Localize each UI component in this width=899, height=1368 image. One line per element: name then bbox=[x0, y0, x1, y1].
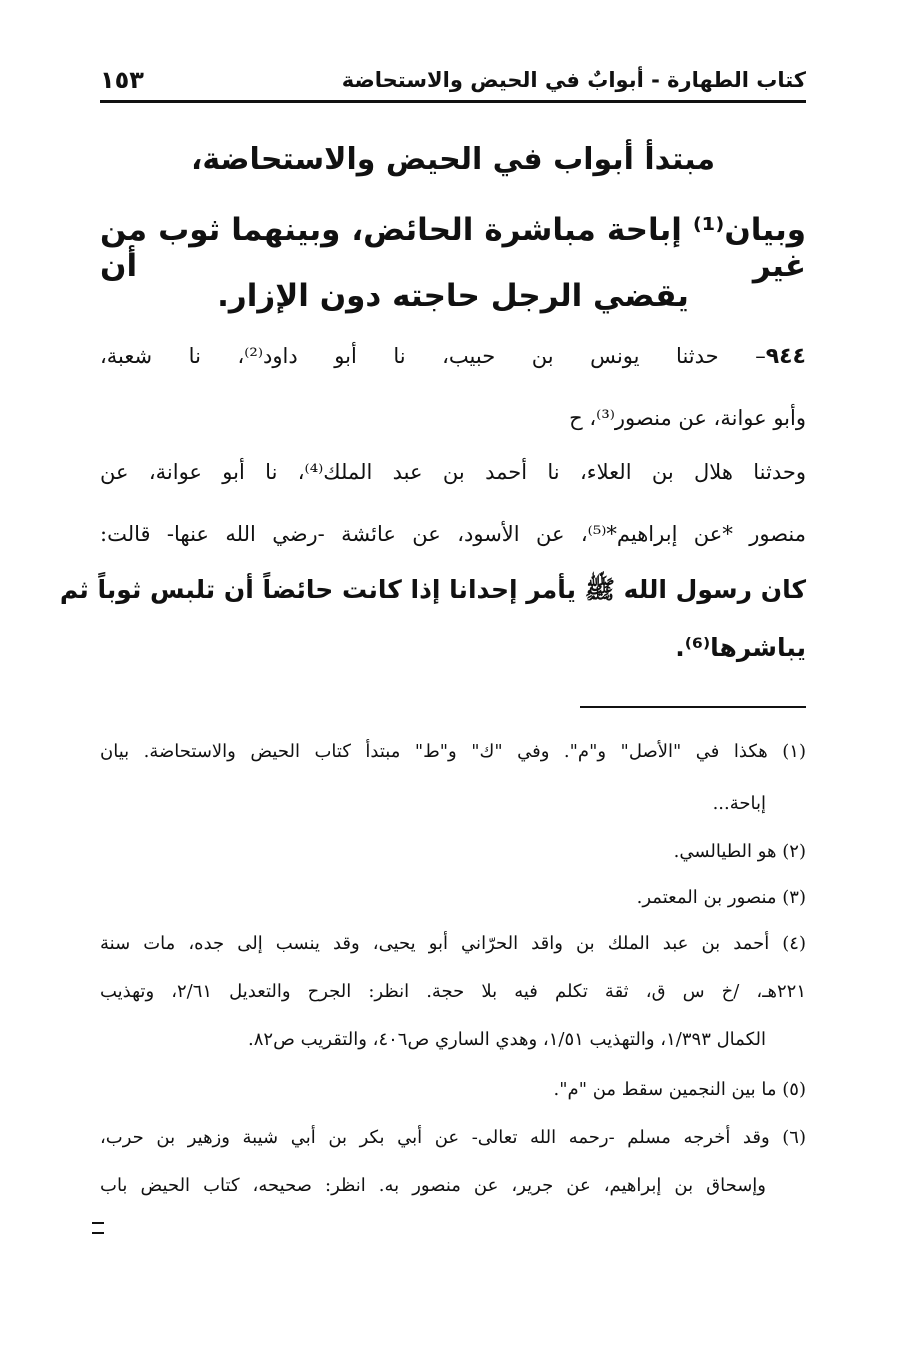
hadith-isnad-line-4: منصور *عن إبراهيم*⁽⁵⁾، عن الأسود، عن عائشة -رضي الله عنها- قالت: bbox=[100, 522, 806, 546]
hadith-isnad-line-1 bbox=[100, 340, 806, 373]
footnote-4-line-3: الكمال ١/٣٩٣، والتهذيب ١/٥١، وهدي الساري ص٤٠٦، والتقريب ص٨٢. bbox=[248, 1029, 766, 1050]
hadith-matn-line-2: يباشرها⁽⁶⁾. bbox=[675, 633, 806, 662]
hadith-number: ٩٤٤ bbox=[765, 344, 806, 369]
footnote-1-line-1: (١) هكذا في "الأصل" و"م". وفي "ك" و"ط" مبتدأ كتاب الحيض والاستحاضة. بيان bbox=[100, 741, 806, 762]
footnote-6-line-1: (٦) وقد أخرجه مسلم -رحمه الله تعالى- عن أبي بكر بن أبي شيبة وزهير بن حرب، bbox=[100, 1127, 806, 1148]
hadith-matn-line-1: كان رسول الله ﷺ يأمر إحدانا إذا كانت حائضاً أن تلبس ثوباً ثم bbox=[59, 575, 806, 604]
footnote-4-line-2: ٢٢١هـ، /خ س ق، ثقة تكلم فيه بلا حجة. انظر: الجرح والتعديل ٢/٦١، وتهذيب bbox=[100, 981, 806, 1002]
chapter-title-line-1: مبتدأ أبواب في الحيض والاستحاضة، bbox=[190, 142, 716, 177]
footnote-1-line-2: إباحة... bbox=[712, 793, 766, 814]
footnote-4-line-1: (٤) أحمد بن عبد الملك بن واقد الحرّاني أبو يحيى، وقد ينسب إلى جده، مات سنة bbox=[100, 933, 806, 954]
footnote-6-line-2: وإسحاق بن إبراهيم، عن جرير، عن منصور به. انظر: صحيحه، كتاب الحيض باب bbox=[100, 1175, 766, 1196]
hadith-line-1-text: – حدثنا يونس بن حبيب، نا أبو داود⁽²⁾، نا شعبة، bbox=[100, 344, 766, 368]
running-header bbox=[100, 60, 806, 103]
continuation-mark bbox=[92, 1222, 104, 1234]
hadith-isnad-line-2: وأبو عوانة، عن منصور⁽³⁾، ح bbox=[569, 406, 806, 430]
footnote-3: (٣) منصور بن المعتمر. bbox=[636, 887, 806, 908]
chapter-title-line-3: يقضي الرجل حاجته دون الإزار. bbox=[217, 278, 689, 314]
footnote-2: (٢) هو الطيالسي. bbox=[673, 841, 806, 862]
footnote-separator bbox=[580, 706, 806, 708]
running-title: كتاب الطهارة - أبوابٌ في الحيض والاستحاضة bbox=[341, 68, 806, 92]
hadith-isnad-line-3: وحدثنا هلال بن العلاء، نا أحمد بن عبد الملك⁽⁴⁾، نا أبو عوانة، عن bbox=[100, 460, 806, 484]
chapter-title-line-2: وبيان⁽¹⁾ إباحة مباشرة الحائض، وبينهما ثوب من غير أن bbox=[100, 212, 806, 284]
page-number: ١٥٣ bbox=[100, 66, 144, 94]
footnote-5: (٥) ما بين النجمين سقط من "م". bbox=[553, 1079, 806, 1100]
